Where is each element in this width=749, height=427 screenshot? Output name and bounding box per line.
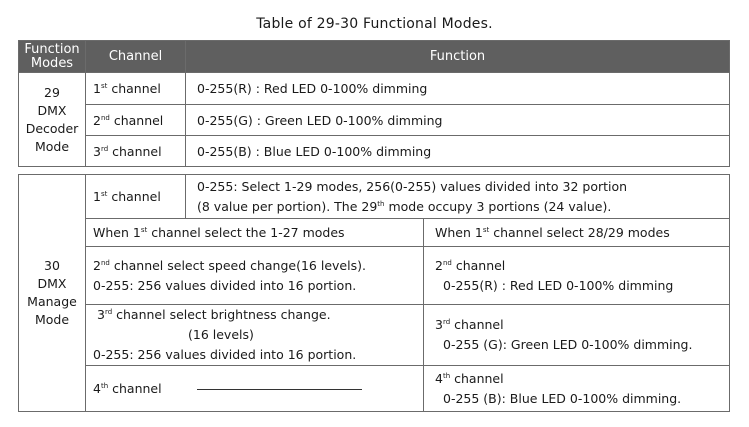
channel-number: 3 [97,307,105,322]
not-applicable-line [197,389,362,390]
left-text-mid: (16 levels) [188,327,254,342]
channel-suffix: st [100,190,108,198]
table-caption: Table of 29-30 Functional Modes. [256,16,493,32]
left-text-a: channel select brightness change. [112,307,331,322]
channel-word: channel [450,370,504,386]
channel-word: channel [108,143,162,159]
channel-cell [86,105,186,136]
header-modes-line2: Modes [30,55,74,71]
left-head-b: channel select the 1-27 modes [147,225,345,240]
channel-cell [86,73,186,105]
channel-number: 2 [93,112,101,128]
function-cell: 0-255(G) : Green LED 0-100% dimming [186,105,730,136]
left-text-a: channel [108,381,162,396]
right-channel-label [435,317,504,332]
left-head-sup: st [140,226,148,234]
right-head-a: When 1 [435,225,483,240]
left-subheader [86,219,424,247]
header-function: Function [186,41,730,73]
mode-29-line: Mode [34,138,70,154]
channel-suffix: nd [100,113,110,122]
right-head-sup: st [482,226,490,234]
channel-number: 2 [435,257,443,273]
right-cell [424,305,730,366]
channel-word: channel [450,317,504,332]
header-channel: Channel [86,41,186,73]
header-function-modes [19,41,86,73]
right-channel-label [435,258,505,273]
mode-29-label [19,73,86,167]
right-cell [424,247,730,305]
right-subheader [424,219,730,247]
function-cell [186,175,730,219]
left-text-a: channel select speed change(16 levels). [109,257,366,273]
channel-word: channel [109,112,164,128]
channel-number: 3 [435,317,443,332]
channel-suffix: th [442,371,451,380]
mode-30-line: Mode [34,312,70,327]
channel-suffix: rd [104,308,113,316]
channel-word: channel [451,257,506,273]
mode-29-line: 29 [44,84,60,100]
channel-suffix: st [100,82,108,90]
channel-number: 1 [93,81,101,96]
ch1-function-line2 [197,199,611,214]
mode-30-table [18,174,730,412]
function-cell: 0-255(R) : Red LED 0-100% dimming [186,73,730,105]
left-cell [86,247,424,305]
right-head-b: channel select 28/29 modes [489,225,670,240]
ch1-function-line2-b: mode occupy 3 portions (24 value). [384,198,612,214]
channel-suffix: nd [100,258,110,267]
left-text-b: 0-255: 256 values divided into 16 portion. [93,347,357,362]
channel-suffix: rd [442,318,451,326]
left-row-line [93,307,331,322]
right-text: 0-255(R) : Red LED 0-100% dimming [443,277,674,293]
channel-number: 2 [93,257,101,273]
right-channel-label [435,371,504,386]
right-text: 0-255 (G): Green LED 0-100% dimming. [443,337,693,352]
mode-30-line: 30 [44,258,60,273]
channel-number: 4 [93,381,101,396]
channel-cell [86,136,186,167]
ch1-function-line1: 0-255: Select 1-29 modes, 256(0-255) values divided into 32 portion [197,178,628,194]
channel-word: channel [107,189,161,204]
mode-29-line: Decoder [25,120,79,136]
left-text-b: 0-255: 256 values divided into 16 portion. [93,277,357,293]
mode-30-line: DMX [37,276,67,291]
channel-number: 1 [93,189,101,204]
channel-suffix: nd [442,258,452,267]
channel-suffix: rd [100,144,109,153]
ch1-function-sup: th [377,199,385,208]
mode-29-table [18,40,730,167]
channel-number: 3 [93,143,101,159]
left-cell [86,305,424,366]
mode-29-line: DMX [37,102,67,118]
channel-suffix: th [100,382,109,390]
channel-number: 4 [435,370,443,386]
left-row-line [93,258,366,273]
mode-30-line: Manage [27,294,77,309]
left-head-a: When 1 [93,225,141,240]
ch1-function-line2-a: (8 value per portion). The 29 [197,198,378,214]
left-cell [86,366,424,412]
channel-cell [86,175,186,219]
function-cell: 0-255(B) : Blue LED 0-100% dimming [186,136,730,167]
right-cell [424,366,730,412]
mode-30-label [19,175,86,412]
left-row-line [93,381,162,396]
channel-word: channel [107,81,161,96]
header-modes-line1: Function [24,41,80,57]
right-text: 0-255 (B): Blue LED 0-100% dimming. [443,390,682,406]
